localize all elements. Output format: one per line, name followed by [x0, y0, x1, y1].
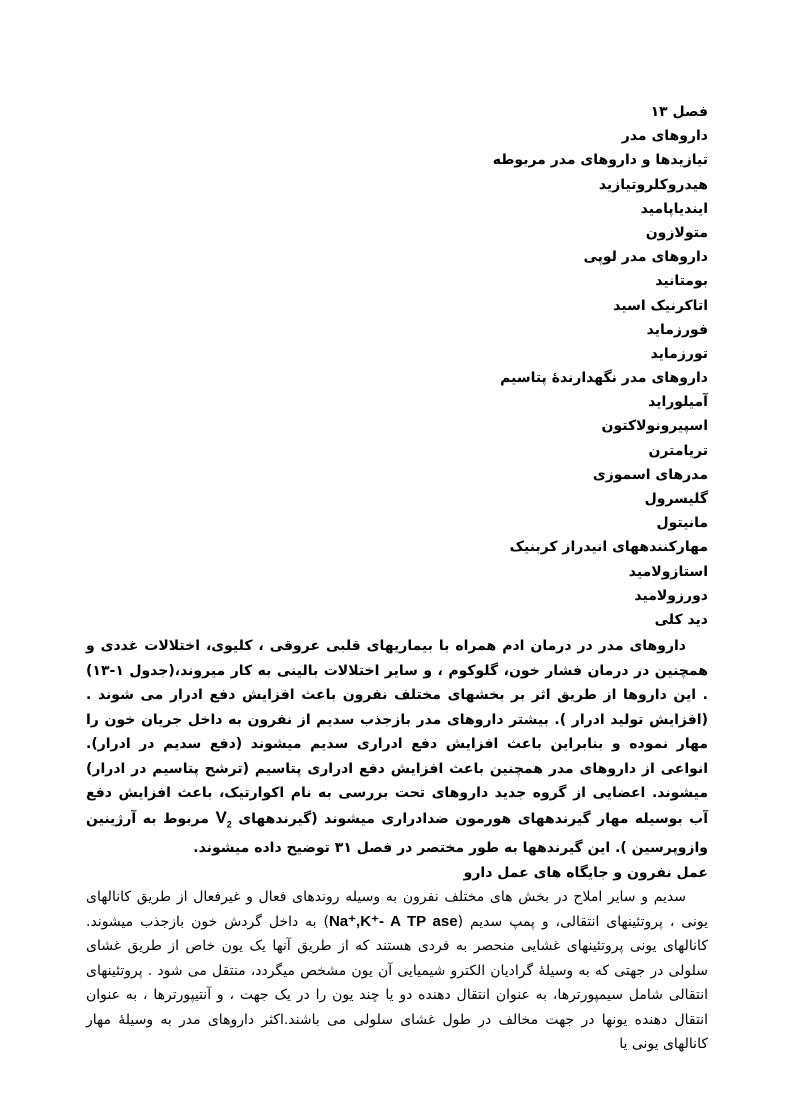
outline-item: دورزولامید	[634, 587, 708, 604]
paragraph-text: اعضایی از گروه جدید داروهای تحت بررسی به نام اکوارتیک، باعث افزایش دفع آب بوسیله مهار گیرندههای هورمون ضدادراری میشوند (گیرندههای	[86, 785, 709, 827]
paragraph-text: ) به داخل گردش خون بازجذب میشوند. کانالهای یونی پروتئینهای غشایی منحصر به فردی هستند که از طریق آنها یک یون خاص از طریق غشای سلولی در جهتی که به وسیلهٔ گرادیان الکترو شیمیایی آن یون مشخص میگردد، منتقل می شود . پروتئینهای انتقالی شامل سیمپورترها، به عنوان انتقال دهنده دو یا چند یون را در یک جهت ، و آنتیپورترها ، به عنوان انتقال دهنده یونها در جهت مخالف در طول غشای سلولی می باشند.اکثر داروهای مدر به وسیلهٔ مهار کانالهای یونی یا	[86, 913, 708, 1053]
outline-item: بومتانید	[655, 273, 708, 290]
outline-item: ایندیاپامید	[640, 200, 708, 217]
outline-item: داروهای مدر لوپی	[583, 249, 708, 266]
outline-item: اسپیرونولاکتون	[601, 418, 708, 435]
section-heading: عمل نفرون و جایگاه های عمل دارو	[463, 864, 708, 881]
outline-item: تورزماید	[650, 345, 708, 362]
body-text	[86, 634, 708, 1057]
outline-item: مانیتول	[656, 515, 708, 532]
outline-item: متولازون	[645, 224, 708, 241]
chapter-title: فصل ۱۳	[650, 104, 708, 120]
paragraph-overview	[86, 634, 708, 861]
outline-item: فورزماید	[646, 321, 708, 338]
chemical-formula: Na⁺,K⁺- A TP ase	[328, 912, 458, 930]
paragraph-nephron	[86, 885, 708, 1057]
outline-item: اتاکرنیک اسید	[613, 297, 708, 314]
outline-item: داروهای مدر	[621, 128, 708, 145]
section-heading-overview: دید کلی	[654, 611, 708, 628]
outline-item: گلیسرول	[644, 491, 708, 507]
outline-item: مهارکنندههای انیدراز کربنیک	[509, 539, 708, 556]
paragraph-text: داروهای مدر در درمان ادم همراه با بیماریهای قلبی عروقی ، کلیوی، اختلالات غددی و همچنین در درمان فشار خون، گلوکوم ، و سایر اختلالات بالینی به کار میروند،(جدول ۱-۱۳) . این داروها از طریق اثر بر بخشهای مختلف نفرون باعث افزایش دفع ادرار می شوند . (افزایش تولید ادرار ). بیشتر داروهای مدر بازجذب سدیم از نفرون به داخل جریان خون را مهار نموده و بنابراین باعث افزایش دفع ادراری سدیم میشوند (دفع سدیم در ادرار). انواعی از داروهای مدر همچنین باعث افزایش دفع ادراری پتاسیم (ترشح پتاسیم در ادرار) میشوند.	[86, 638, 709, 801]
outline-item: استازولامید	[628, 563, 708, 580]
outline-item: مدرهای اسموزی	[592, 466, 708, 483]
paragraph-text: سدیم و سایر املاح در بخش های مختلف نفرون به وسیله روندهای فعال و غیرفعال از طریق کانالهای یونی ، پروتئینهای انتقالی، و پمپ سدیم (	[86, 889, 709, 930]
outline-item: تیازیدها و داروهای مدر مربوطه	[492, 152, 708, 169]
paragraph-text: مربوط به آرژینین وازوپرسین ). این گیرندهها به طور مختصر در فصل ۳۱ توضیح داده میشوند.	[86, 810, 708, 857]
outline-item: داروهای مدر نگهدارندهٔ پتاسیم	[500, 370, 708, 387]
chapter-outline	[148, 100, 708, 632]
outline-item: آمیلوراید	[648, 394, 708, 411]
outline-item: تریامترن	[648, 442, 708, 459]
receptor-symbol: $V_2$	[215, 807, 232, 829]
outline-item: هیدروکلروتیازید	[598, 176, 708, 193]
